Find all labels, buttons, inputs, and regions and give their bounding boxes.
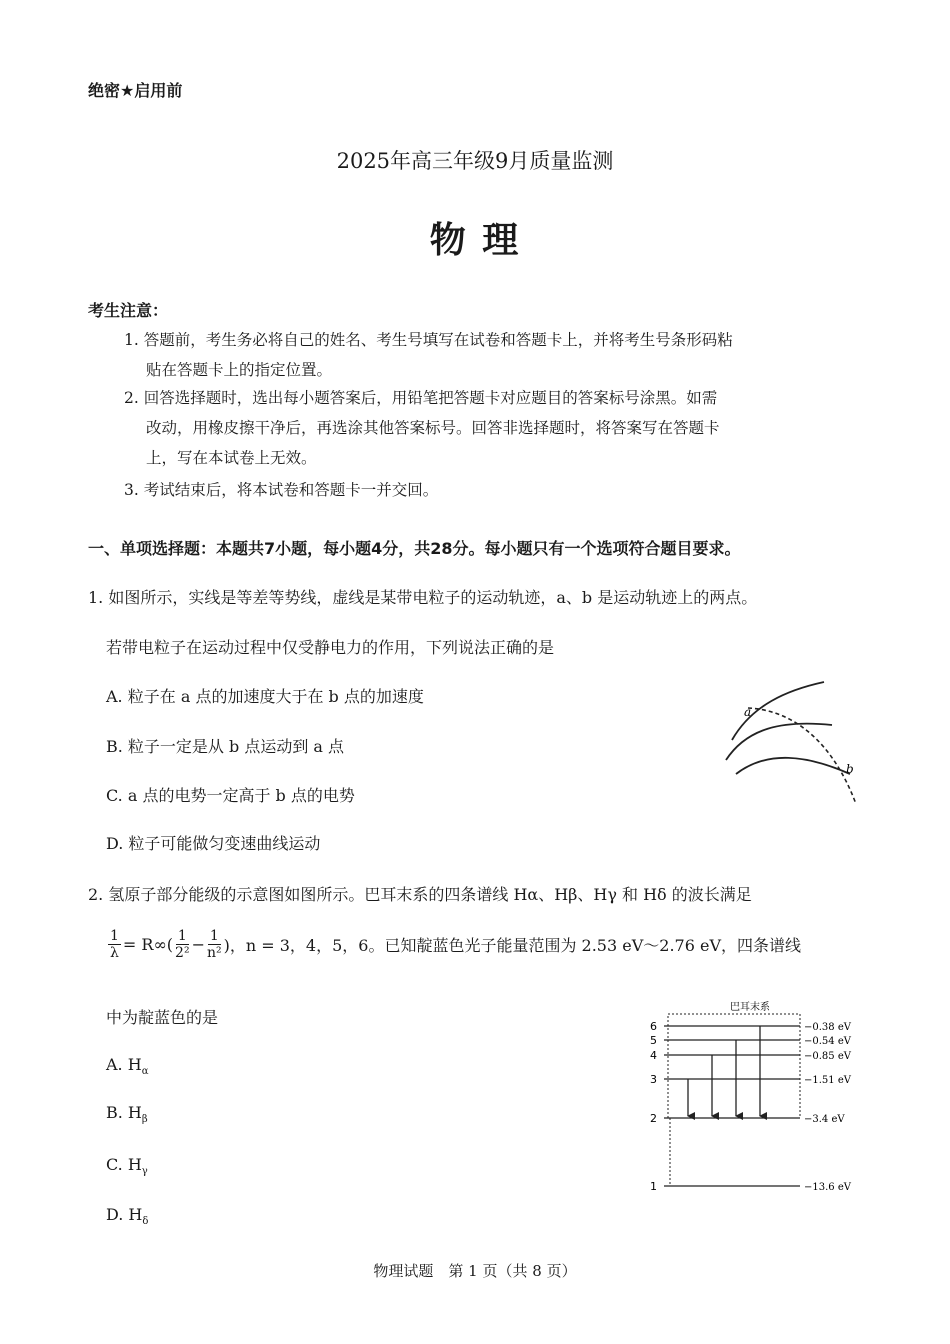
notice-item-2-cont2: 上，写在本试卷上无效。 bbox=[146, 449, 317, 467]
subject-title: 物 理 bbox=[429, 220, 521, 261]
level-energy-1: −13.6 eV bbox=[804, 1182, 851, 1193]
notice-heading: 考生注意： bbox=[88, 301, 169, 320]
series-label: 巴耳末系 bbox=[730, 1002, 770, 1013]
question-1-stem: 1. 如图所示，实线是等差等势线，虚线是某带电粒子的运动轨迹，a、b 是运动轨迹上的两点。 bbox=[88, 588, 758, 607]
section-heading: 一、单项选择题：本题共7小题，每小题4分，共28分。每小题只有一个选项符合题目要求。 bbox=[88, 539, 741, 558]
question-1-option-b: B. 粒子一定是从 b 点运动到 a 点 bbox=[106, 737, 345, 756]
level-energy-5: −0.54 eV bbox=[804, 1036, 851, 1047]
notice-item-1: 1. 答题前，考生务必将自己的姓名、考生号填写在试卷和答题卡上，并将考生号条形码粘 bbox=[124, 331, 733, 349]
formula-lhs: $\frac{1}{\lambda}$ bbox=[110, 928, 119, 961]
equipotential-line-3 bbox=[736, 758, 850, 774]
page-footer: 物理试题 第 1 页（共 8 页） bbox=[373, 1262, 577, 1280]
level-n-6: 6 bbox=[650, 1020, 657, 1033]
level-energy-3: −1.51 eV bbox=[804, 1075, 851, 1086]
question-2-option-a: A. $H_\alpha$ bbox=[106, 1055, 149, 1078]
level-n-5: 5 bbox=[650, 1034, 657, 1047]
notice-item-3: 3. 考试结束后，将本试卷和答题卡一并交回。 bbox=[124, 481, 439, 499]
point-a-label: a bbox=[744, 705, 752, 719]
level-n-4: 4 bbox=[650, 1049, 657, 1062]
level-energy-6: −0.38 eV bbox=[804, 1022, 851, 1033]
question-2-stem-cont: 中为靛蓝色的是 bbox=[106, 1008, 219, 1027]
confidential-label: 绝密★启用前 bbox=[88, 81, 183, 100]
question-2-option-b: B. $H_\beta$ bbox=[106, 1103, 148, 1126]
energy-level-diagram bbox=[640, 996, 870, 1201]
trajectory-path bbox=[748, 708, 856, 804]
formula-frac-1: $\frac{1}{\text{2²}}$ bbox=[175, 928, 190, 961]
level-energy-4: −0.85 eV bbox=[804, 1051, 851, 1062]
notice-item-2: 2. 回答选择题时，选出每小题答案后，用铅笔把答题卡对应题目的答案标号涂黑。如需 bbox=[124, 389, 718, 407]
level-n-3: 3 bbox=[650, 1073, 657, 1086]
question-2-option-d: D. $H_\delta$ bbox=[106, 1205, 149, 1228]
question-2-formula: $\frac{1}{\lambda}$ = R∞( $\frac{1}{\text{2²}}$ − $\frac{1}{\text{n²}}$ )，n = 3，4，5，6。已知靛蓝色光子能量范围为 2.53 eV～2.76 eV，四条谱线 bbox=[110, 928, 802, 961]
formula-frac-2: $\frac{1}{\text{n²}}$ bbox=[206, 928, 222, 961]
question-2-option-c: C. $H_\gamma$ bbox=[106, 1155, 148, 1178]
point-b-label: b bbox=[846, 762, 854, 776]
level-n-1: 1 bbox=[650, 1180, 657, 1193]
exam-title: 2025年高三年级9月质量监测 bbox=[336, 149, 614, 173]
equipotential-figure bbox=[712, 670, 872, 810]
question-1-stem-cont: 若带电粒子在运动过程中仅受静电力的作用，下列说法正确的是 bbox=[106, 638, 555, 657]
question-1-option-c: C. a 点的电势一定高于 b 点的电势 bbox=[106, 786, 355, 805]
question-1-option-d: D. 粒子可能做匀变速曲线运动 bbox=[106, 834, 321, 853]
level-n-2: 2 bbox=[650, 1112, 657, 1125]
equipotential-line-2 bbox=[726, 724, 832, 760]
question-2-stem: 2. 氢原子部分能级的示意图如图所示。巴耳末系的四条谱线 Hα、Hβ、Hγ 和 Hδ 的波长满足 bbox=[88, 885, 752, 904]
notice-item-2-cont: 改动，用橡皮擦干净后，再选涂其他答案标号。回答非选择题时，将答案写在答题卡 bbox=[146, 419, 720, 437]
notice-item-1-cont: 贴在答题卡上的指定位置。 bbox=[146, 361, 333, 379]
question-1-option-a: A. 粒子在 a 点的加速度大于在 b 点的加速度 bbox=[106, 687, 424, 706]
level-energy-2: −3.4 eV bbox=[804, 1114, 845, 1125]
